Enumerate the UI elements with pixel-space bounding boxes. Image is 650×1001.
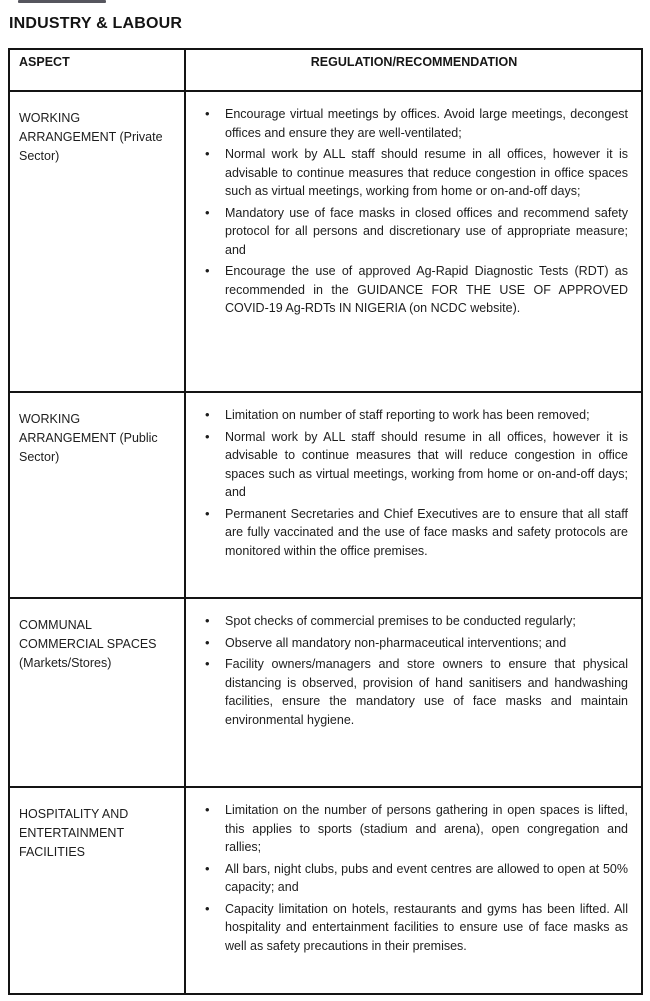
table-row — [9, 787, 642, 994]
regulation-item: • Encourage virtual meetings by offices. Avoid large meetings, decongest offices and ensure they are well-ventilated; — [198, 105, 628, 142]
regulation-list — [198, 406, 628, 560]
table-header-row — [9, 49, 642, 91]
aspect-cell: WORKING ARRANGEMENT (Public Sector) — [9, 392, 185, 598]
regulation-item: • Permanent Secretaries and Chief Executives are to ensure that all staff are fully vaccinated and the use of face masks and safety protocols are monitored within the office premises. — [198, 505, 628, 561]
regulation-item: • All bars, night clubs, pubs and event centres are allowed to open at 50% capacity; and — [198, 860, 628, 897]
regulation-item: • Spot checks of commercial premises to be conducted regularly; — [198, 612, 628, 631]
regulation-item: • Facility owners/managers and store owners to ensure that physical distancing is observed, provision of hand sanitisers and handwashing facilities, ensure the mandatory use of face masks and maintain environmental hygiene. — [198, 655, 628, 729]
regulation-item: • Encourage the use of approved Ag-Rapid Diagnostic Tests (RDT) as recommended in the GUIDANCE FOR THE USE OF APPROVED COVID-19 Ag-RDTs IN NIGERIA (on NCDC website). — [198, 262, 628, 318]
regulation-item: • Normal work by ALL staff should resume in all offices, however it is advisable to continue measures that will reduce congestion in office spaces such as virtual meetings, working from home or on-and-off days; and — [198, 428, 628, 502]
regulation-item: • Capacity limitation on hotels, restaurants and gyms has been lifted. All hospitality and entertainment facilities to ensure use of face masks as well as safety precautions in their premises. — [198, 900, 628, 956]
regulation-item: • Limitation on the number of persons gathering in open spaces is lifted, this applies to sports (stadium and arena), open congregation and rallies; — [198, 801, 628, 857]
regulation-list — [198, 105, 628, 318]
aspect-cell: COMMUNAL COMMERCIAL SPACES (Markets/Stores) — [9, 598, 185, 787]
regulation-item: • Limitation on number of staff reporting to work has been removed; — [198, 406, 628, 425]
regulations-table — [8, 48, 643, 995]
table-row — [9, 598, 642, 787]
aspect-cell: HOSPITALITY AND ENTERTAINMENT FACILITIES — [9, 787, 185, 994]
aspect-cell: WORKING ARRANGEMENT (Private Sector) — [9, 91, 185, 392]
regulation-cell — [185, 392, 642, 598]
regulation-cell — [185, 91, 642, 392]
regulation-item: • Observe all mandatory non-pharmaceutical interventions; and — [198, 634, 628, 653]
regulation-list — [198, 801, 628, 955]
column-header-regulation: REGULATION/RECOMMENDATION — [185, 49, 642, 91]
table-row — [9, 91, 642, 392]
table-row — [9, 392, 642, 598]
regulation-cell — [185, 787, 642, 994]
regulation-item: • Normal work by ALL staff should resume in all offices, however it is advisable to continue measures that reduce congestion in office spaces such as virtual meetings, working from home or on-and-off days; — [198, 145, 628, 201]
page-title: INDUSTRY & LABOUR — [9, 14, 183, 32]
clipped-text-fragment — [18, 0, 106, 3]
column-header-aspect: ASPECT — [9, 49, 185, 91]
regulation-cell — [185, 598, 642, 787]
regulation-list — [198, 612, 628, 729]
regulation-item: • Mandatory use of face masks in closed offices and recommend safety protocol for all persons and discretionary use of appropriate measure; and — [198, 204, 628, 260]
